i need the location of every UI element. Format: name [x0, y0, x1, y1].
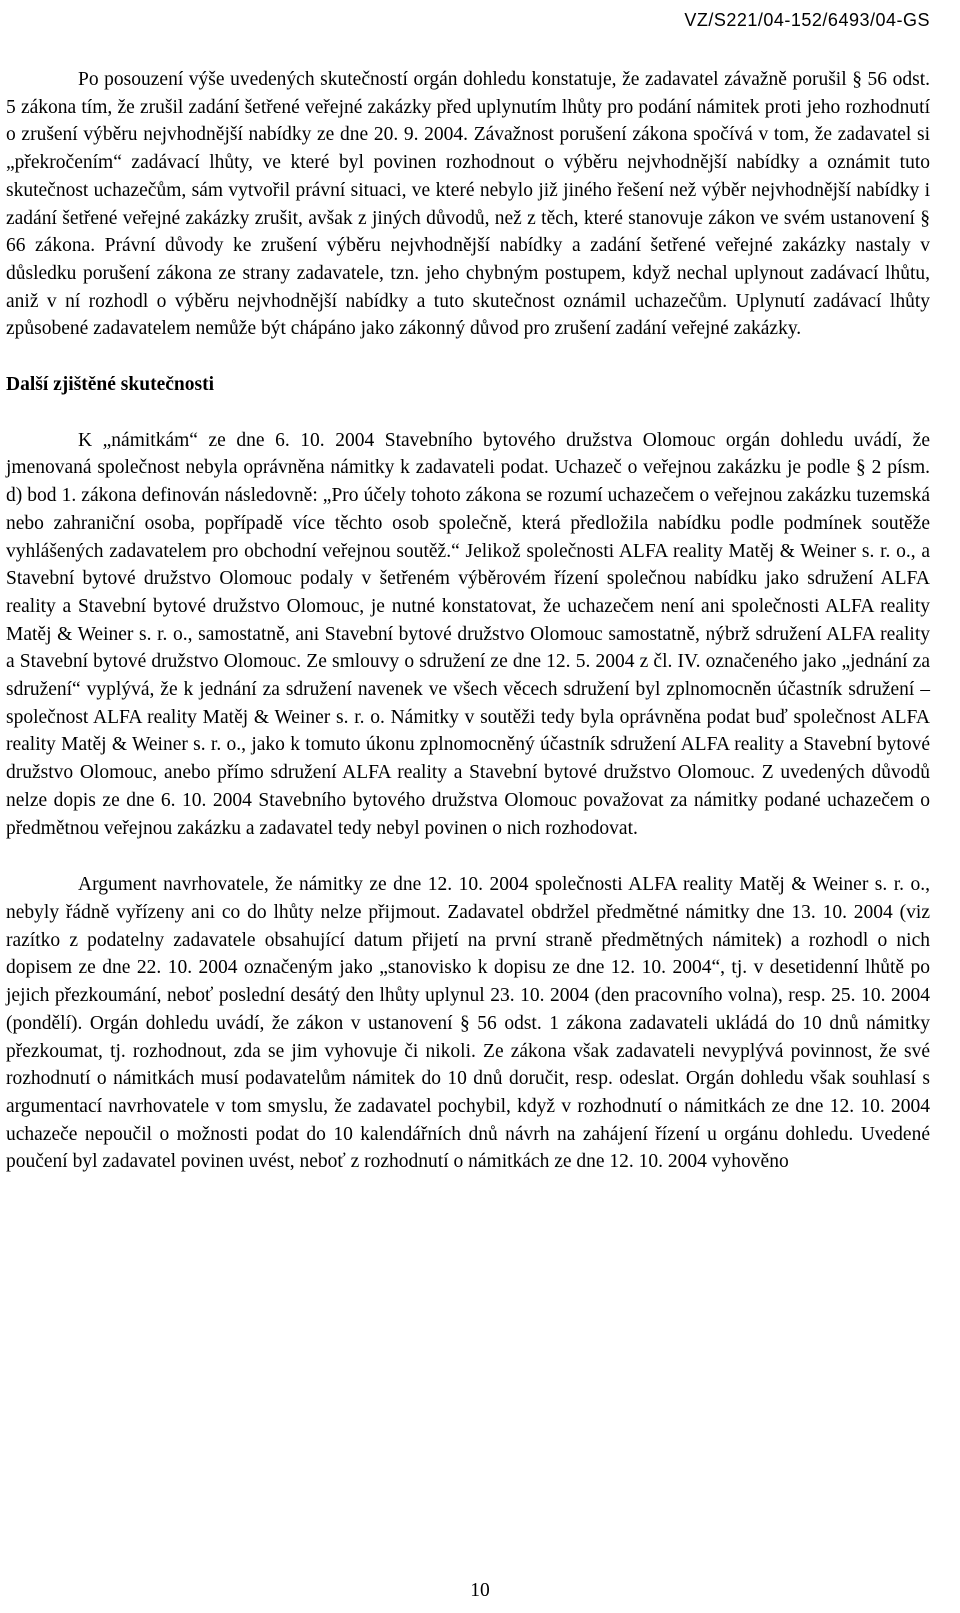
document-reference: VZ/S221/04-152/6493/04-GS: [684, 10, 930, 30]
paragraph-violation-conclusion: Po posouzení výše uvedených skutečností orgán dohledu konstatuje, že zadavatel závažně porušil § 56 odst. 5 zákona tím, že zrušil zadání šetřené veřejné zakázky před uplynutím lhůty pro podání námitek proti jeho rozhodnutí o zrušení výběru nejvhodnější nabídky ze dne 20. 9. 2004. Závažnost porušení zákona spočívá v tom, že zadavatel si „překročením“ zadávací lhůty, ve které byl povinen rozhodnout o výběru nejvhodnější nabídky a oznámit tuto skutečnost uchazečům, sám vytvořil právní situaci, ve které nebylo již jiného řešení než výběr nejvhodnější nabídky i zadání šetřené veřejné zakázky zrušit, avšak z jiných důvodů, než z těch, které stanovuje zákon ve svém ustanovení § 66 zákona. Právní důvody ke zrušení výběru nejvhodnější nabídky a zadání šetřené veřejné zakázky nastaly v důsledku porušení zákona ze strany zadavatele, tzn. jeho chybným postupem, když nechal uplynout zadávací lhůtu, aniž v ní rozhodl o výběru nejvhodnější nabídky a tuto skutečnost oznámil uchazečům. Uplynutí zadávací lhůty způsobené zadavatelem nemůže být chápáno jako zákonný důvod pro zrušení zadání veřejné zakázky.: [6, 69, 930, 340]
document-body: [6, 66, 930, 1176]
page-number: 10: [470, 1580, 490, 1601]
paragraph-objections-cooperative: K „námitkám“ ze dne 6. 10. 2004 Stavebního bytového družstva Olomouc orgán dohledu uvádí, že jmenovaná společnost nebyla oprávněna námitky k zadavateli podat. Uchazeč o veřejnou zakázku je podle § 2 písm. d) bod 1. zákona definován následovně: „Pro účely tohoto zákona se rozumí uchazečem o veřejnou zakázku tuzemská nebo zahraniční osoba, popřípadě více těchto osob společně, která předložila nabídku podle podmínek soutěže vyhlášených zadavatelem pro obchodní veřejnou soutěž.“ Jelikož společnosti ALFA reality Matěj & Weiner s. r. o., a Stavební bytové družstvo Olomouc podaly v šetřeném výběrovém řízení společnou nabídku jako sdružení ALFA reality a Stavební bytové družstvo Olomouc, je nutné konstatovat, že uchazečem není ani společnosti ALFA reality Matěj & Weiner s. r. o., samostatně, ani Stavební bytové družstvo Olomouc samostatně, nýbrž sdružení ALFA reality a Stavební bytové družstvo Olomouc. Ze smlouvy o sdružení ze dne 12. 5. 2004 z čl. IV. označeného jako „jednání za sdružení“ vyplývá, že k jednání za sdružení navenek ve všech věcech sdružení byl zplnomocněn účastník sdružení – společnost ALFA reality Matěj & Weiner s. r. o. Námitky v soutěži tedy byla oprávněna podat buď společnost ALFA reality Matěj & Weiner s. r. o., jako k tomuto úkonu zplnomocněný účastník sdružení ALFA reality a Stavební bytové družstvo Olomouc, anebo přímo sdružení ALFA reality a Stavební bytové družstvo Olomouc. Z uvedených důvodů nelze dopis ze dne 6. 10. 2004 Stavebního bytového družstva Olomouc považovat za námitky podané uchazečem o předmětnou veřejnou zakázku a zadavatel tedy nebyl povinen o nich rozhodovat.: [6, 429, 930, 839]
paragraph-spacer: [6, 842, 930, 871]
paragraph-argument-applicant: Argument navrhovatele, že námitky ze dne 12. 10. 2004 společnosti ALFA reality Matěj & Weiner s. r. o., nebyly řádně vyřízeny ani co do lhůty nelze přijmout. Zadavatel obdržel předmětné námitky dne 13. 10. 2004 (viz razítko z podatelny zadavatele obsahující datum přijetí na první straně předmětných námitek) a rozhodl o nich dopisem ze dne 22. 10. 2004 označeným jako „stanovisko k dopisu ze dne 12. 10. 2004“, tj. v desetidenní lhůtě po jejich přezkoumání, neboť poslední desátý den lhůty uplynul 23. 10. 2004 (den pracovního volna), resp. 25. 10. 2004 (pondělí). Orgán dohledu uvádí, že zákon v ustanovení § 56 odst. 1 zákona zadavateli ukládá do 10 dnů námitky přezkoumat, tj. rozhodnout, zda se jim vyhovuje či nikoli. Ze zákona však zadavateli nevyplývá povinnost, že své rozhodnutí o námitkách musí podavatelům námitek do 10 dnů doručit, resp. odeslat. Orgán dohledu však souhlasí s argumentací navrhovatele v tom smyslu, že zadavatel pochybil, když v rozhodnutí o námitkách ze dne 12. 10. 2004 uchazeče nepoučil o možnosti podat do 10 kalendářních dnů návrh na zahájení řízení u orgánu dohledu. Uvedené poučení byl zadavatel povinen uvést, neboť z rozhodnutí o námitkách ze dne 12. 10. 2004 vyhověno: [6, 874, 930, 1173]
section-heading: Další zjištěné skutečnosti: [6, 374, 214, 396]
